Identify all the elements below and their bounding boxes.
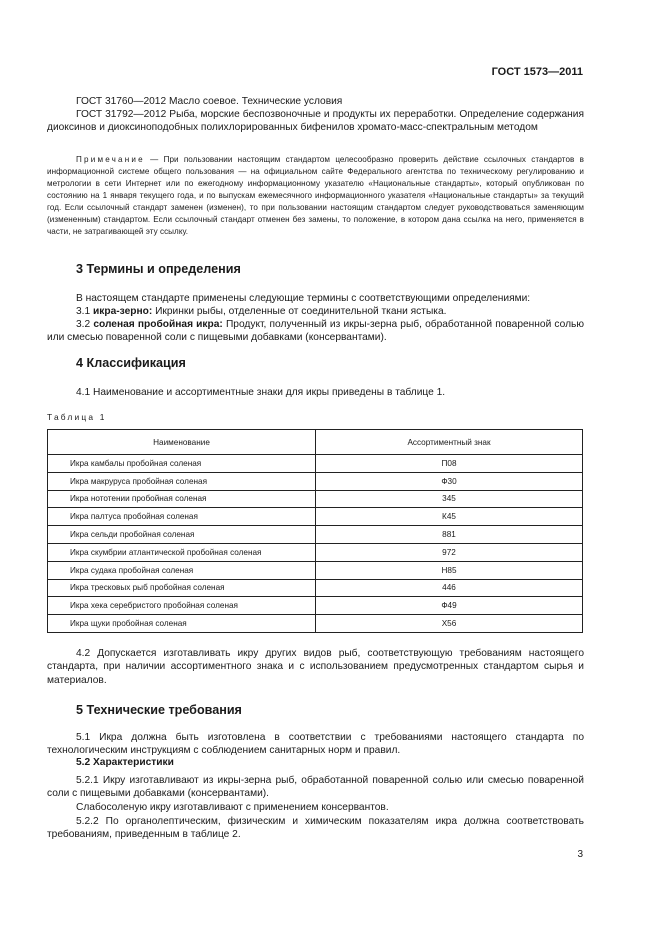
note-paragraph [47,154,584,238]
term-3-2: 3.2 соленая пробойная икра: Продукт, полученный из икры-зерна рыб, обработанной поваренной солью или смесью поваренной соли с пищевыми добавками (консервантами). [47,319,584,344]
cell-code: 881 [316,526,583,544]
table-row [48,561,583,579]
table-row [48,615,583,633]
table-row [48,508,583,526]
cell-name: Икра сельди пробойная соленая [48,526,316,544]
cell-name: Икра скумбрии атлантической пробойная соленая [48,543,316,561]
cell-code: П08 [316,455,583,473]
paragraph-5-2-1-b: Слабосоленую икру изготавливают с применением консервантов. [76,802,389,813]
paragraph-5-1: 5.1 Икра должна быть изготовлена в соответствии с требованиями настоящего стандарта по технологическим инструкциям с соблюдением санитарных норм и правил. [47,732,584,757]
note-label: Примечание [76,155,145,164]
cell-code: Ф30 [316,472,583,490]
table-row [48,490,583,508]
paragraph-4-1: 4.1 Наименование и ассортиментные знаки для икры приведены в таблице 1. [76,387,446,398]
cell-name: Икра макруруса пробойная соленая [48,472,316,490]
column-header-code: Ассортиментный знак [316,430,583,455]
cell-code: Н85 [316,561,583,579]
reference-gost-31760: ГОСТ 31760—2012 Масло соевое. Технические условия [76,96,343,107]
cell-code: 345 [316,490,583,508]
table-header-row [48,430,583,455]
table-row [48,472,583,490]
cell-name: Икра камбалы пробойная соленая [48,455,316,473]
term-3-1-term: икра-зерно: [93,306,153,317]
table-row [48,543,583,561]
table-row [48,455,583,473]
page-number: 3 [577,849,583,860]
cell-code: К45 [316,508,583,526]
subsection-5-2-title: 5.2 Характеристики [76,757,174,768]
note-text: — При пользовании настоящим стандартом целесообразно проверить действие ссылочных стандартов в информационной системе общего пользования — на официальном сайте Федерального агентства по техническому регулированию и метрологии в сети Интернет или по ежегодному информационному указателю «Национальные стандарты», который опубликован по состоянию на 1 января текущего года, и по выпускам ежемесячного информационного указателя «Национальные стандарты» за текущий год. Если ссылочный стандарт заменен (изменен), то при пользовании настоящим стандартом следует руководствоваться заменяющим (измененным) стандартом. Если ссылочный стандарт отменен без замены, то положение, в котором дана ссылка на него, применяется в части, не затрагивающей эту ссылку. [47,155,584,236]
cell-name: Икра щуки пробойная соленая [48,615,316,633]
term-3-2-definition: Продукт, полученный из икры-зерна рыб, обработанной поваренной солью или смесью поваренной соли с пищевыми добавками (консервантами). [47,319,584,344]
term-3-1-definition: Икринки рыбы, отделенные от соединительной ткани ястыка. [155,306,447,317]
cell-name: Икра судака пробойная соленая [48,561,316,579]
table-row [48,597,583,615]
reference-gost-31792: ГОСТ 31792—2012 Рыба, морские беспозвоночные и продукты их переработки. Определение содержания диоксинов и диоксиноподобных полихлорированных бифенилов хромато-масс-спектральным методом [47,109,584,134]
term-3-2-term: соленая пробойная икра: [93,319,223,330]
table-row [48,579,583,597]
cell-name: Икра тресковых рыб пробойная соленая [48,579,316,597]
paragraph-5-2-1: 5.2.1 Икру изготавливают из икры-зерна рыб, обработанной поваренной солью или смесью поваренной соли с пищевыми добавками (консервантами). [47,775,584,800]
section-4-title: 4 Классификация [76,356,186,370]
cell-name: Икра палтуса пробойная соленая [48,508,316,526]
table-1-caption: Таблица 1 [47,412,107,422]
cell-name: Икра хека серебристого пробойная соленая [48,597,316,615]
cell-code: Х56 [316,615,583,633]
cell-code: Ф49 [316,597,583,615]
term-3-1: 3.1 икра-зерно: Икринки рыбы, отделенные от соединительной ткани ястыка. [76,306,447,317]
section-3-intro: В настоящем стандарте применены следующие термины с соответствующими определениями: [76,293,531,304]
paragraph-5-2-2: 5.2.2 По органолептическим, физическим и химическим показателям икра должна соответствовать требованиям, приведенным в таблице 2. [47,816,584,841]
section-5-title: 5 Технические требования [76,703,242,717]
cell-name: Икра нототении пробойная соленая [48,490,316,508]
cell-code: 972 [316,543,583,561]
table-row [48,526,583,544]
document-header: ГОСТ 1573—2011 [491,66,583,78]
section-3-title: 3 Термины и определения [76,262,241,276]
column-header-name: Наименование [48,430,316,455]
assortment-table [47,429,583,633]
cell-code: 446 [316,579,583,597]
paragraph-4-2: 4.2 Допускается изготавливать икру других видов рыб, соответствующую требованиям настоящего стандарта, при наличии ассортиментного знака и с использованием предусмотренных стандартом сырья и материалов. [47,648,584,686]
